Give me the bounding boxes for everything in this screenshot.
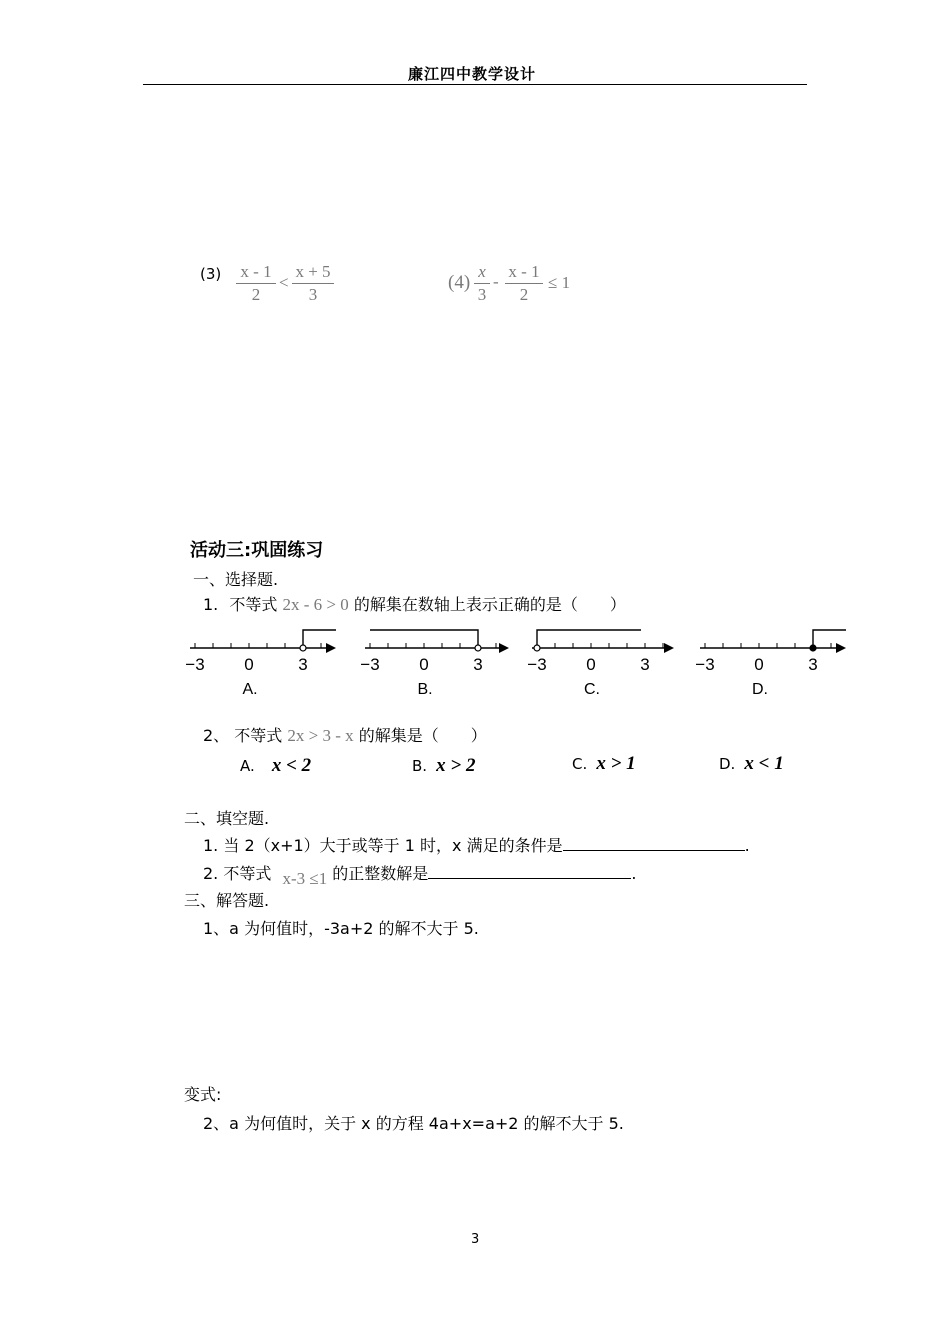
problem-3-rhs-numerator: x + 5 (295, 262, 331, 281)
choice-d-value: x < 1 (744, 753, 784, 774)
solution-ray (813, 630, 846, 648)
open-dot (300, 645, 306, 651)
choice-b-label: B. (412, 757, 428, 775)
choice-c (572, 753, 636, 775)
mc-question-2 (203, 723, 487, 746)
choice-d-label: D. (719, 755, 736, 773)
number-line-option-label: A. (242, 681, 258, 698)
fill-question-1-end: . (744, 836, 750, 855)
mc-question-2-expression: 2x > 3 - x (287, 726, 354, 745)
problem-4-second-denominator: 2 (519, 285, 529, 304)
choice-c-value: x > 1 (596, 753, 636, 774)
number-line-arrow (836, 643, 846, 653)
number-line-tick-label: −3 (527, 655, 547, 674)
problem-3-rhs-fraction (292, 262, 334, 305)
problem-4-minus: - (493, 272, 499, 291)
section-2-title: 二、填空题. (184, 809, 270, 828)
number-line-tick-label: 0 (419, 655, 429, 674)
solution-ray (537, 630, 641, 648)
fill-question-1-text: 1. 当 2（x+1）大于或等于 1 时，x 满足的条件是 (203, 836, 563, 855)
fill-question-1-blank[interactable] (563, 834, 745, 851)
fill-question-1 (203, 833, 750, 856)
problem-4-label: (4) (448, 272, 471, 293)
answer-question-1: 1、a 为何值时，-3a+2 的解不大于 5. (203, 919, 479, 938)
number-line-arrow (499, 643, 509, 653)
mc-question-2-number: 2、 (203, 726, 230, 745)
section-1-title: 一、选择题. (193, 570, 279, 589)
problem-3-lhs-denominator: 2 (251, 285, 261, 304)
problem-3-lhs-fraction (236, 262, 276, 305)
number-line-tick-label: 0 (244, 655, 254, 674)
closed-dot (810, 645, 816, 651)
page-header-title: 廉江四中教学设计 (408, 65, 537, 83)
section-3-title: 三、解答题. (184, 891, 270, 910)
problem-4-operator: ≤ 1 (548, 273, 571, 292)
problem-4-second-numerator: x - 1 (508, 262, 540, 281)
number-line-tick-label: −3 (360, 655, 380, 674)
header-rule (143, 84, 807, 85)
problem-4-first-denominator: 3 (477, 285, 487, 304)
problem-3-operator: < (279, 273, 289, 292)
choice-b-value: x > 2 (436, 755, 476, 776)
mc-question-2-prefix: 不等式 (234, 726, 283, 745)
mc-question-1-prefix: 不等式 (229, 595, 278, 614)
variant-question-2: 2、a 为何值时，关于 x 的方程 4a+x=a+2 的解不大于 5. (203, 1114, 624, 1133)
fill-question-2-blank[interactable] (428, 862, 631, 879)
solution-ray (303, 630, 336, 648)
number-line-tick-label: 3 (808, 655, 818, 674)
problem-4-first-fraction (474, 262, 490, 305)
choice-a (240, 755, 311, 777)
number-line-tick-label: −3 (185, 655, 205, 674)
number-line-option-label: B. (417, 681, 433, 698)
fill-question-2-prefix: 2. 不等式 (203, 864, 272, 883)
fill-question-2-end: . (631, 864, 637, 883)
choice-c-label: C. (572, 755, 588, 773)
mc-question-1-number: 1. (203, 595, 219, 614)
mc-question-1-expression: 2x - 6 > 0 (282, 595, 349, 614)
number-line-tick-label: 0 (586, 655, 596, 674)
number-line-options (0, 620, 950, 710)
problem-3-label: (3) (200, 265, 222, 283)
choice-a-value: x < 2 (271, 755, 312, 776)
number-line-arrow (326, 643, 336, 653)
number-line-option-label: D. (752, 681, 768, 698)
open-dot (475, 645, 481, 651)
problem-4-second-fraction (505, 262, 543, 305)
fill-question-2-expression: x-3 ≤1 (282, 869, 328, 888)
number-line-tick-label: 3 (298, 655, 308, 674)
number-line-tick-label: 3 (473, 655, 483, 674)
number-line-arrow (664, 643, 674, 653)
open-dot (534, 645, 540, 651)
number-line-option-label: C. (584, 681, 600, 698)
variant-title: 变式: (184, 1085, 222, 1104)
choice-a-label: A. (240, 757, 255, 775)
mc-question-1-suffix: 的解集在数轴上表示正确的是（ ） (353, 595, 626, 614)
number-line-tick-label: 0 (754, 655, 764, 674)
problem-4-first-numerator: x (478, 262, 486, 281)
problem-3-lhs-numerator: x - 1 (240, 262, 272, 281)
mc-question-2-suffix: 的解集是（ ） (358, 726, 487, 745)
fill-question-2 (203, 861, 637, 888)
number-line-tick-label: 3 (640, 655, 650, 674)
number-line-tick-label: −3 (695, 655, 715, 674)
fill-question-2-suffix: 的正整数解是 (332, 864, 429, 883)
mc-question-1 (203, 592, 626, 615)
choice-d (719, 753, 784, 775)
problem-3-rhs-denominator: 3 (308, 285, 318, 304)
activity-heading: 活动三:巩固练习 (190, 540, 324, 561)
page-number: 3 (471, 1232, 480, 1247)
choice-b (412, 755, 475, 777)
